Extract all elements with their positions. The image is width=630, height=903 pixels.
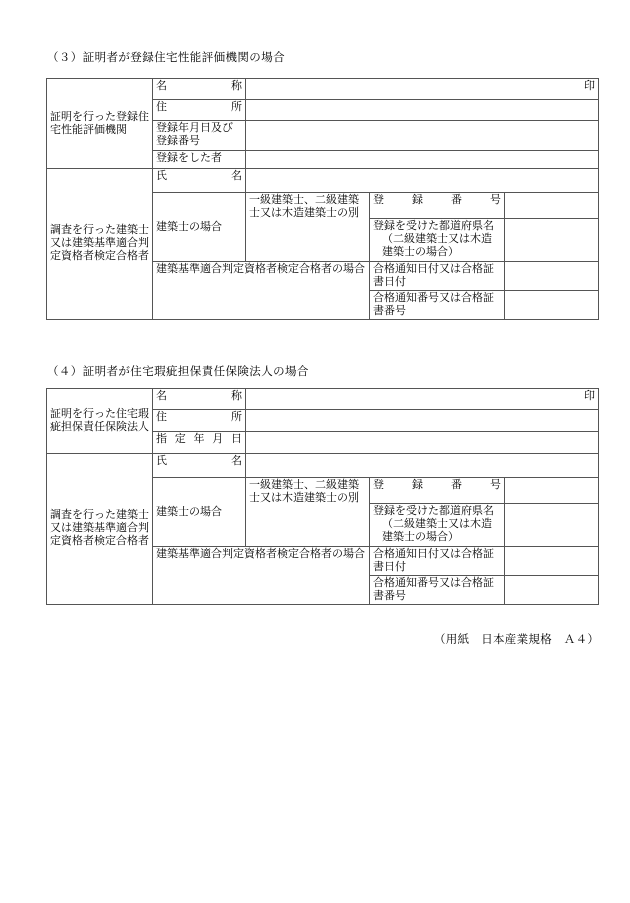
paper-size-note: （用紙 日本産業規格 Ａ４）: [434, 632, 600, 646]
architect-class-label: 一級建築士、二級建築士又は木造建築士の別: [249, 193, 359, 219]
examinee-case-label: 建築基準適合判定資格者検定合格者の場合: [156, 547, 365, 560]
table-row: [47, 389, 599, 410]
address-label-cell: [153, 410, 246, 432]
name-value-cell[interactable]: [246, 79, 599, 100]
designation-date-label-cell: [153, 432, 246, 454]
issuer-label-cell: [47, 389, 153, 454]
inspector-label-cell: [47, 169, 153, 320]
reg-number-label: 登 録 番 号: [373, 193, 501, 206]
prefecture-label-cell: [370, 219, 505, 262]
table-row: [47, 79, 599, 100]
reg-number-label-cell: [370, 478, 505, 504]
registrar-value-cell[interactable]: [246, 151, 599, 169]
address-label: 住 所: [156, 100, 242, 113]
prefecture-label: 登録を受けた都道府県名: [373, 219, 494, 232]
pass-number-label: 合格通知番号又は合格証書番号: [373, 575, 494, 602]
pass-number-label-cell: [370, 575, 505, 604]
name-label-cell: [153, 389, 246, 410]
reg-date-label-cell: [153, 121, 246, 151]
fullname-label: 氏 名: [156, 169, 242, 182]
pass-date-value-cell[interactable]: [505, 262, 599, 291]
reg-number-label-cell: [370, 193, 505, 219]
section-4-heading: （４）証明者が住宅瑕疵担保責任保険法人の場合: [47, 364, 309, 378]
reg-date-label: 登録年月日及び登録番号: [156, 121, 233, 147]
issuer-label: 証明を行った住宅瑕疵担保責任保険法人: [50, 407, 149, 433]
reg-number-value-cell[interactable]: [505, 193, 599, 219]
architect-case-label-cell: [153, 193, 246, 262]
issuer-label-cell: [47, 79, 153, 169]
seal-mark: 印: [584, 79, 595, 92]
reg-date-value-cell[interactable]: [246, 121, 599, 151]
architect-class-label-cell: [246, 193, 370, 262]
examinee-case-label: 建築基準適合判定資格者検定合格者の場合: [156, 262, 365, 275]
section-3-table: [46, 78, 599, 320]
prefecture-value-cell[interactable]: [505, 504, 599, 547]
architect-class-label-cell: [246, 478, 370, 547]
name-label: 名 称: [156, 79, 242, 92]
name-label: 名 称: [156, 389, 242, 402]
designation-date-label: 指 定 年 月 日: [156, 432, 242, 445]
issuer-label: 証明を行った登録住宅性能評価機関: [50, 109, 149, 136]
pass-number-label: 合格通知番号又は合格証書番号: [373, 290, 494, 317]
architect-class-label: 一級建築士、二級建築士又は木造建築士の別: [249, 478, 359, 504]
inspector-label: 調査を行った建築士又は建築基準適合判定資格者検定合格者: [50, 508, 149, 548]
table-row: [47, 454, 599, 478]
pass-date-label-cell: [370, 547, 505, 576]
inspector-label-cell: [47, 454, 153, 605]
registrar-label: 登録をした者: [156, 151, 222, 164]
reg-number-value-cell[interactable]: [505, 478, 599, 504]
architect-case-label: 建築士の場合: [156, 219, 222, 233]
pass-date-label-cell: [370, 262, 505, 291]
fullname-label-cell: [153, 169, 246, 193]
address-label-cell: [153, 100, 246, 121]
architect-case-label-cell: [153, 478, 246, 547]
designation-date-value-cell[interactable]: [246, 432, 599, 454]
pass-date-label: 合格通知日付又は合格証書日付: [373, 262, 494, 288]
pass-date-value-cell[interactable]: [505, 547, 599, 576]
address-label: 住 所: [156, 410, 242, 423]
examinee-case-label-cell: [153, 547, 370, 605]
examinee-case-label-cell: [153, 262, 370, 320]
prefecture-label-2: （二級建築士又は木造建築士の場合）: [382, 516, 492, 543]
address-value-cell[interactable]: [246, 410, 599, 432]
address-value-cell[interactable]: [246, 100, 599, 121]
inspector-label: 調査を行った建築士又は建築基準適合判定資格者検定合格者: [50, 223, 149, 263]
pass-number-label-cell: [370, 290, 505, 319]
prefecture-value-cell[interactable]: [505, 219, 599, 262]
pass-number-value-cell[interactable]: [505, 290, 599, 319]
section-3-heading: （３）証明者が登録住宅性能評価機関の場合: [47, 50, 285, 64]
registrar-label-cell: [153, 151, 246, 169]
reg-number-label: 登 録 番 号: [373, 478, 501, 491]
name-value-cell[interactable]: [246, 389, 599, 410]
pass-date-label: 合格通知日付又は合格証書日付: [373, 547, 494, 573]
pass-number-value-cell[interactable]: [505, 575, 599, 604]
table-row: [47, 169, 599, 193]
prefecture-label-2: （二級建築士又は木造建築士の場合）: [382, 231, 492, 258]
section-4-table: [46, 388, 599, 605]
architect-case-label: 建築士の場合: [156, 504, 222, 518]
seal-mark: 印: [584, 389, 595, 402]
name-label-cell: [153, 79, 246, 100]
fullname-value-cell[interactable]: [246, 169, 599, 193]
fullname-label: 氏 名: [156, 454, 242, 467]
fullname-label-cell: [153, 454, 246, 478]
fullname-value-cell[interactable]: [246, 454, 599, 478]
prefecture-label: 登録を受けた都道府県名: [373, 504, 494, 517]
prefecture-label-cell: [370, 504, 505, 547]
